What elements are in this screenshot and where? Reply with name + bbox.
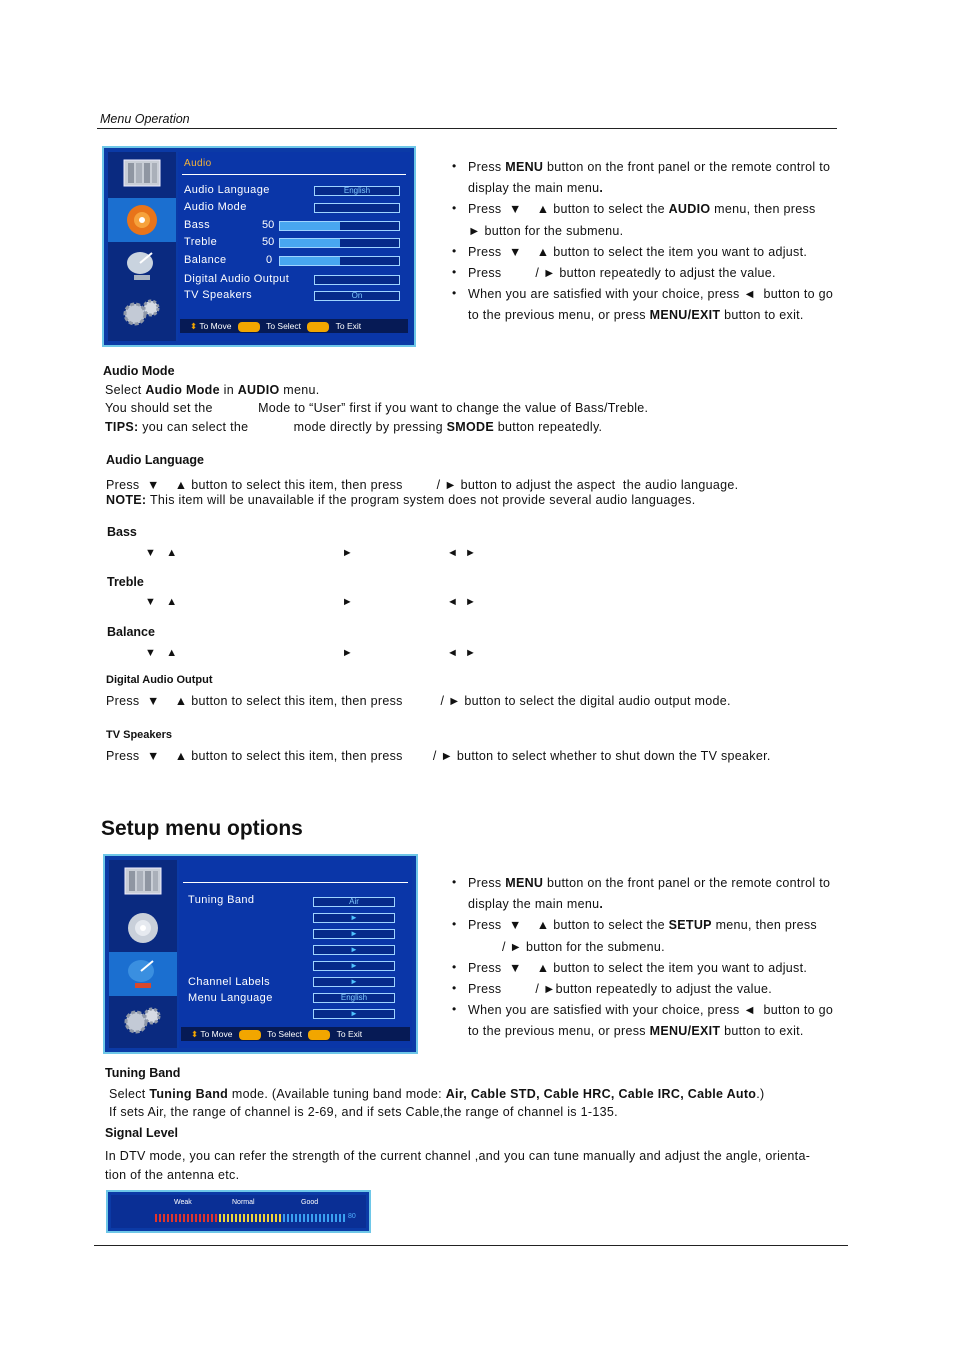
bullet-icon: • bbox=[452, 201, 457, 216]
bullet-icon: • bbox=[452, 1002, 457, 1017]
signal-tick bbox=[295, 1214, 297, 1222]
gears-icon bbox=[109, 998, 177, 1042]
signal-tick bbox=[167, 1214, 169, 1222]
signal-bars bbox=[155, 1214, 343, 1222]
title-divider bbox=[182, 174, 406, 175]
signal-tick bbox=[303, 1214, 305, 1222]
signal-meter bbox=[106, 1190, 371, 1233]
signal-tick bbox=[231, 1214, 233, 1222]
setup-row-2-arrow[interactable]: ► bbox=[313, 913, 395, 923]
instruction-line: Press MENU button on the front panel or the remote control to bbox=[468, 876, 831, 890]
select-key-icon bbox=[238, 322, 260, 332]
footer-select-label: To Select bbox=[266, 321, 302, 331]
menu-item-treble[interactable]: Treble bbox=[184, 236, 218, 248]
exit-key-icon bbox=[307, 322, 329, 332]
signal-tick bbox=[287, 1214, 289, 1222]
tuning-band-line2: If sets Air, the range of channel is 2-69, and if sets Cable,the range of channel is 1-135. bbox=[109, 1105, 618, 1119]
signal-tick bbox=[327, 1214, 329, 1222]
bullet-icon: • bbox=[452, 875, 457, 889]
picture-icon bbox=[108, 152, 176, 196]
updown-arrow-icon: ⬍ bbox=[191, 1029, 199, 1039]
instruction-line: Press ▼ ▲ button to select the AUDIO menu, then press bbox=[468, 202, 816, 217]
signal-tick bbox=[159, 1214, 161, 1222]
setup-row-4-arrow[interactable]: ► bbox=[313, 945, 395, 955]
signal-tick bbox=[243, 1214, 245, 1222]
signal-tick bbox=[187, 1214, 189, 1222]
audio-mode-value[interactable] bbox=[314, 203, 400, 213]
instruction-line: Press / ► button repeatedly to adjust the value. bbox=[468, 266, 776, 280]
bullet-icon: • bbox=[452, 265, 457, 279]
menu-footer bbox=[180, 319, 408, 333]
signal-tick bbox=[263, 1214, 265, 1222]
digital-audio-output-heading: Digital Audio Output bbox=[106, 674, 213, 686]
footer-exit-label: To Exit bbox=[335, 321, 362, 331]
signal-tick bbox=[271, 1214, 273, 1222]
speaker-icon bbox=[108, 198, 176, 242]
menu-footer bbox=[181, 1027, 410, 1041]
tv-speakers-line: Press ▼ ▲ button to select this item, then press / ► button to select whether to shut down the TV speaker. bbox=[106, 749, 771, 763]
select-key-icon bbox=[239, 1030, 261, 1040]
bass-value: 50 bbox=[262, 219, 275, 231]
signal-tick bbox=[227, 1214, 229, 1222]
balance-heading: Balance bbox=[107, 625, 155, 639]
bullet-icon: • bbox=[452, 981, 457, 995]
balance-arrows: ▼ ▲ ► ◄ ► bbox=[145, 647, 477, 659]
audio-language-heading: Audio Language bbox=[106, 453, 204, 467]
signal-tick bbox=[179, 1214, 181, 1222]
menu-item-channel-labels[interactable]: Channel Labels bbox=[188, 976, 271, 988]
menu-item-audio-mode[interactable]: Audio Mode bbox=[184, 201, 247, 213]
satellite-dish-icon bbox=[108, 244, 176, 288]
audio-mode-tips: TIPS: you can select the mode directly by pressing SMODE button repeatedly. bbox=[105, 420, 603, 434]
audio-menu-panel bbox=[178, 152, 410, 341]
signal-tick bbox=[291, 1214, 293, 1222]
bullet-icon: • bbox=[452, 286, 457, 301]
signal-tick bbox=[195, 1214, 197, 1222]
signal-tick bbox=[235, 1214, 237, 1222]
instruction-line: When you are satisfied with your choice, press ◄ button to go bbox=[468, 1003, 834, 1018]
menu-item-audio-language[interactable]: Audio Language bbox=[184, 184, 270, 196]
tuning-band-value[interactable]: Air bbox=[313, 897, 395, 907]
audio-mode-heading: Audio Mode bbox=[103, 364, 175, 378]
digital-audio-output-line: Press ▼ ▲ button to select this item, then press / ► button to select the digital audio output mode. bbox=[106, 694, 731, 708]
audio-mode-line1: Select Audio Mode in AUDIO menu. bbox=[105, 383, 320, 397]
treble-arrows: ▼ ▲ ► ◄ ► bbox=[145, 596, 477, 608]
bass-arrows: ▼ ▲ ► ◄ ► bbox=[145, 547, 477, 559]
menu-item-tuning-band[interactable]: Tuning Band bbox=[188, 894, 255, 906]
signal-tick bbox=[183, 1214, 185, 1222]
instruction-line: to the previous menu, or press MENU/EXIT button to exit. bbox=[468, 308, 804, 323]
audio-menu-screenshot bbox=[102, 146, 416, 347]
signal-tick bbox=[211, 1214, 213, 1222]
signal-tick bbox=[311, 1214, 313, 1222]
meter-good-label: Good bbox=[301, 1199, 319, 1206]
meter-normal-label: Normal bbox=[232, 1199, 255, 1206]
instruction-line: ► button for the submenu. bbox=[468, 223, 624, 238]
treble-slider[interactable] bbox=[279, 238, 400, 248]
title-divider bbox=[183, 882, 408, 883]
signal-level-line2: tion of the antenna etc. bbox=[105, 1168, 240, 1182]
signal-tick bbox=[339, 1214, 341, 1222]
instruction-line: to the previous menu, or press MENU/EXIT button to exit. bbox=[468, 1024, 804, 1039]
instruction-line: Press ▼ ▲ button to select the item you want to adjust. bbox=[468, 244, 808, 259]
audio-language-note: NOTE: This item will be unavailable if the program system does not provide several audio languages. bbox=[106, 493, 696, 507]
footer-select-label: To Select bbox=[267, 1029, 303, 1039]
menu-item-tv-speakers[interactable]: TV Speakers bbox=[184, 289, 252, 301]
signal-tick bbox=[259, 1214, 261, 1222]
signal-tick bbox=[343, 1214, 345, 1222]
signal-tick bbox=[275, 1214, 277, 1222]
tuning-band-line1: Select Tuning Band mode. (Available tuning band mode: Air, Cable STD, Cable HRC, Cable IRC, Cable Auto.) bbox=[109, 1087, 765, 1101]
instruction-line: Press ▼ ▲ button to select the SETUP menu, then press bbox=[468, 918, 817, 933]
signal-tick bbox=[323, 1214, 325, 1222]
menu-icon-column bbox=[109, 860, 177, 1048]
bullet-icon: • bbox=[452, 159, 457, 173]
meter-value: 80 bbox=[348, 1213, 356, 1220]
signal-level-heading: Signal Level bbox=[105, 1126, 178, 1140]
signal-tick bbox=[215, 1214, 217, 1222]
exit-key-icon bbox=[308, 1030, 330, 1040]
meter-weak-label: Weak bbox=[174, 1199, 192, 1206]
signal-tick bbox=[239, 1214, 241, 1222]
menu-language-value[interactable]: English bbox=[313, 993, 395, 1003]
signal-tick bbox=[219, 1214, 221, 1222]
bullet-icon: • bbox=[452, 959, 457, 974]
picture-icon bbox=[109, 860, 177, 904]
bass-slider[interactable] bbox=[279, 221, 400, 231]
section-header: Menu Operation bbox=[100, 112, 190, 126]
treble-value: 50 bbox=[262, 236, 275, 248]
speaker-icon bbox=[109, 906, 177, 950]
setup-row-8-arrow[interactable]: ► bbox=[313, 1009, 395, 1019]
instruction-line: Press / ►button repeatedly to adjust the value. bbox=[468, 982, 773, 996]
signal-tick bbox=[251, 1214, 253, 1222]
channel-labels-arrow[interactable]: ► bbox=[313, 977, 395, 987]
tuning-band-heading: Tuning Band bbox=[105, 1066, 181, 1080]
header-rule bbox=[97, 128, 837, 129]
setup-menu-panel bbox=[179, 860, 412, 1048]
instruction-line: Press ▼ ▲ button to select the item you want to adjust. bbox=[468, 960, 808, 975]
menu-icon-column bbox=[108, 152, 176, 341]
signal-tick bbox=[247, 1214, 249, 1222]
signal-tick bbox=[279, 1214, 281, 1222]
audio-language-line1: Press ▼ ▲ button to select this item, then press / ► button to adjust the aspect the audio language. bbox=[106, 478, 739, 492]
satellite-dish-icon bbox=[109, 952, 177, 996]
signal-tick bbox=[171, 1214, 173, 1222]
footer-rule bbox=[94, 1245, 848, 1246]
balance-value: 0 bbox=[266, 254, 273, 266]
audio-mode-line2: You should set the Mode to “User” first if you want to change the value of Bass/Treble. bbox=[105, 401, 649, 415]
signal-tick bbox=[199, 1214, 201, 1222]
signal-tick bbox=[191, 1214, 193, 1222]
setup-menu-screenshot bbox=[103, 854, 418, 1054]
signal-tick bbox=[315, 1214, 317, 1222]
menu-item-balance[interactable]: Balance bbox=[184, 254, 227, 266]
tv-speakers-value[interactable]: On bbox=[314, 291, 400, 301]
signal-tick bbox=[175, 1214, 177, 1222]
signal-tick bbox=[155, 1214, 157, 1222]
instruction-line: display the main menu. bbox=[468, 181, 604, 196]
footer-exit-label: To Exit bbox=[336, 1029, 363, 1039]
signal-tick bbox=[223, 1214, 225, 1222]
treble-heading: Treble bbox=[107, 575, 144, 589]
signal-tick bbox=[203, 1214, 205, 1222]
instruction-line: Press MENU button on the front panel or the remote control to bbox=[468, 160, 831, 174]
signal-level-line1: In DTV mode, you can refer the strength of the current channel ,and you can tune manually and adjust the angle, orienta- bbox=[105, 1149, 811, 1163]
menu-item-menu-language[interactable]: Menu Language bbox=[188, 992, 273, 1004]
setup-row-5-arrow[interactable]: ► bbox=[313, 961, 395, 971]
balance-slider[interactable] bbox=[279, 256, 400, 266]
menu-item-bass[interactable]: Bass bbox=[184, 219, 211, 231]
signal-tick bbox=[307, 1214, 309, 1222]
footer-move-label: To Move bbox=[199, 321, 232, 331]
audio-language-value[interactable]: English bbox=[314, 186, 400, 196]
signal-tick bbox=[335, 1214, 337, 1222]
bullet-icon: • bbox=[452, 917, 457, 932]
signal-tick bbox=[283, 1214, 285, 1222]
footer-move-label: To Move bbox=[200, 1029, 233, 1039]
gears-icon bbox=[108, 290, 176, 334]
menu-item-digital-audio-output[interactable]: Digital Audio Output bbox=[184, 273, 290, 285]
setup-heading: Setup menu options bbox=[101, 817, 303, 840]
instruction-line: / ► button for the submenu. bbox=[468, 939, 665, 954]
signal-tick bbox=[255, 1214, 257, 1222]
menu-title: Audio bbox=[184, 158, 212, 169]
tv-speakers-heading: TV Speakers bbox=[106, 729, 173, 741]
digital-audio-output-value[interactable] bbox=[314, 275, 400, 285]
signal-tick bbox=[267, 1214, 269, 1222]
bass-heading: Bass bbox=[107, 525, 137, 539]
signal-tick bbox=[299, 1214, 301, 1222]
signal-tick bbox=[331, 1214, 333, 1222]
signal-tick bbox=[207, 1214, 209, 1222]
bullet-icon: • bbox=[452, 243, 457, 258]
instruction-line: display the main menu. bbox=[468, 897, 604, 912]
updown-arrow-icon: ⬍ bbox=[190, 321, 198, 331]
signal-tick bbox=[319, 1214, 321, 1222]
signal-tick bbox=[163, 1214, 165, 1222]
instruction-line: When you are satisfied with your choice, press ◄ button to go bbox=[468, 287, 834, 302]
setup-row-3-arrow[interactable]: ► bbox=[313, 929, 395, 939]
